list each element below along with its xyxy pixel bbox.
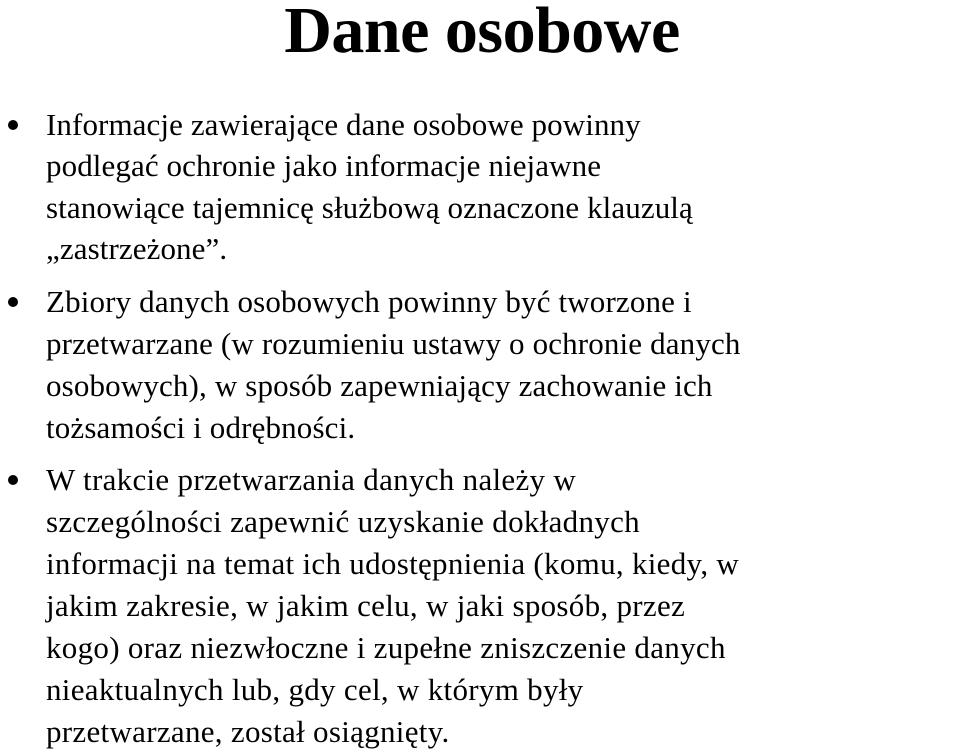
bullet-3-line-2: szczególności zapewnić uzyskanie dokładnych — [46, 504, 640, 539]
bullet-icon — [8, 475, 18, 485]
bullet-3-line-7: przetwarzane, został osiągnięty. — [46, 714, 450, 749]
bullet-icon — [8, 120, 18, 130]
slide-title — [0, 0, 960, 67]
slide-title-text: Dane osobowe — [284, 0, 680, 67]
bullet-3-line-5: kogo) oraz niezwłoczne i zupełne zniszczenie danych — [46, 630, 726, 665]
bullet-text-1 — [46, 104, 958, 270]
bullet-1-line-2: podlegać ochronie jako informacje niejawne — [46, 148, 602, 184]
bullet-text-2 — [46, 281, 958, 449]
bullet-2-line-4: tożsamości i odrębności. — [46, 410, 356, 445]
bullet-1-line-3: stanowiące tajemnicę służbową oznaczone klauzulą — [46, 189, 693, 225]
bullet-2-line-2: przetwarzane (w rozumieniu ustawy o ochronie danych — [46, 326, 741, 361]
bullet-1-line-1: Informacje zawierające dane osobowe powinny — [46, 107, 641, 142]
bullet-3-line-6: nieaktualnych lub, gdy cel, w którym były — [46, 672, 584, 707]
bullet-icon — [8, 297, 18, 307]
bullet-3-line-4: jakim zakresie, w jakim celu, w jaki sposób, przez — [46, 588, 686, 623]
bullet-text-3 — [46, 459, 958, 753]
bullet-1-line-4: „zastrzeżone”. — [46, 231, 228, 267]
bullet-3-line-1: W trakcie przetwarzania danych należy w — [46, 462, 577, 497]
bullet-2-line-1: Zbiory danych osobowych powinny być tworzone i — [46, 284, 692, 319]
bullet-2-line-3: osobowych), w sposób zapewniający zachowanie ich — [46, 368, 713, 403]
bullet-3-line-3: informacji na temat ich udostępnienia (komu, kiedy, w — [46, 546, 740, 581]
